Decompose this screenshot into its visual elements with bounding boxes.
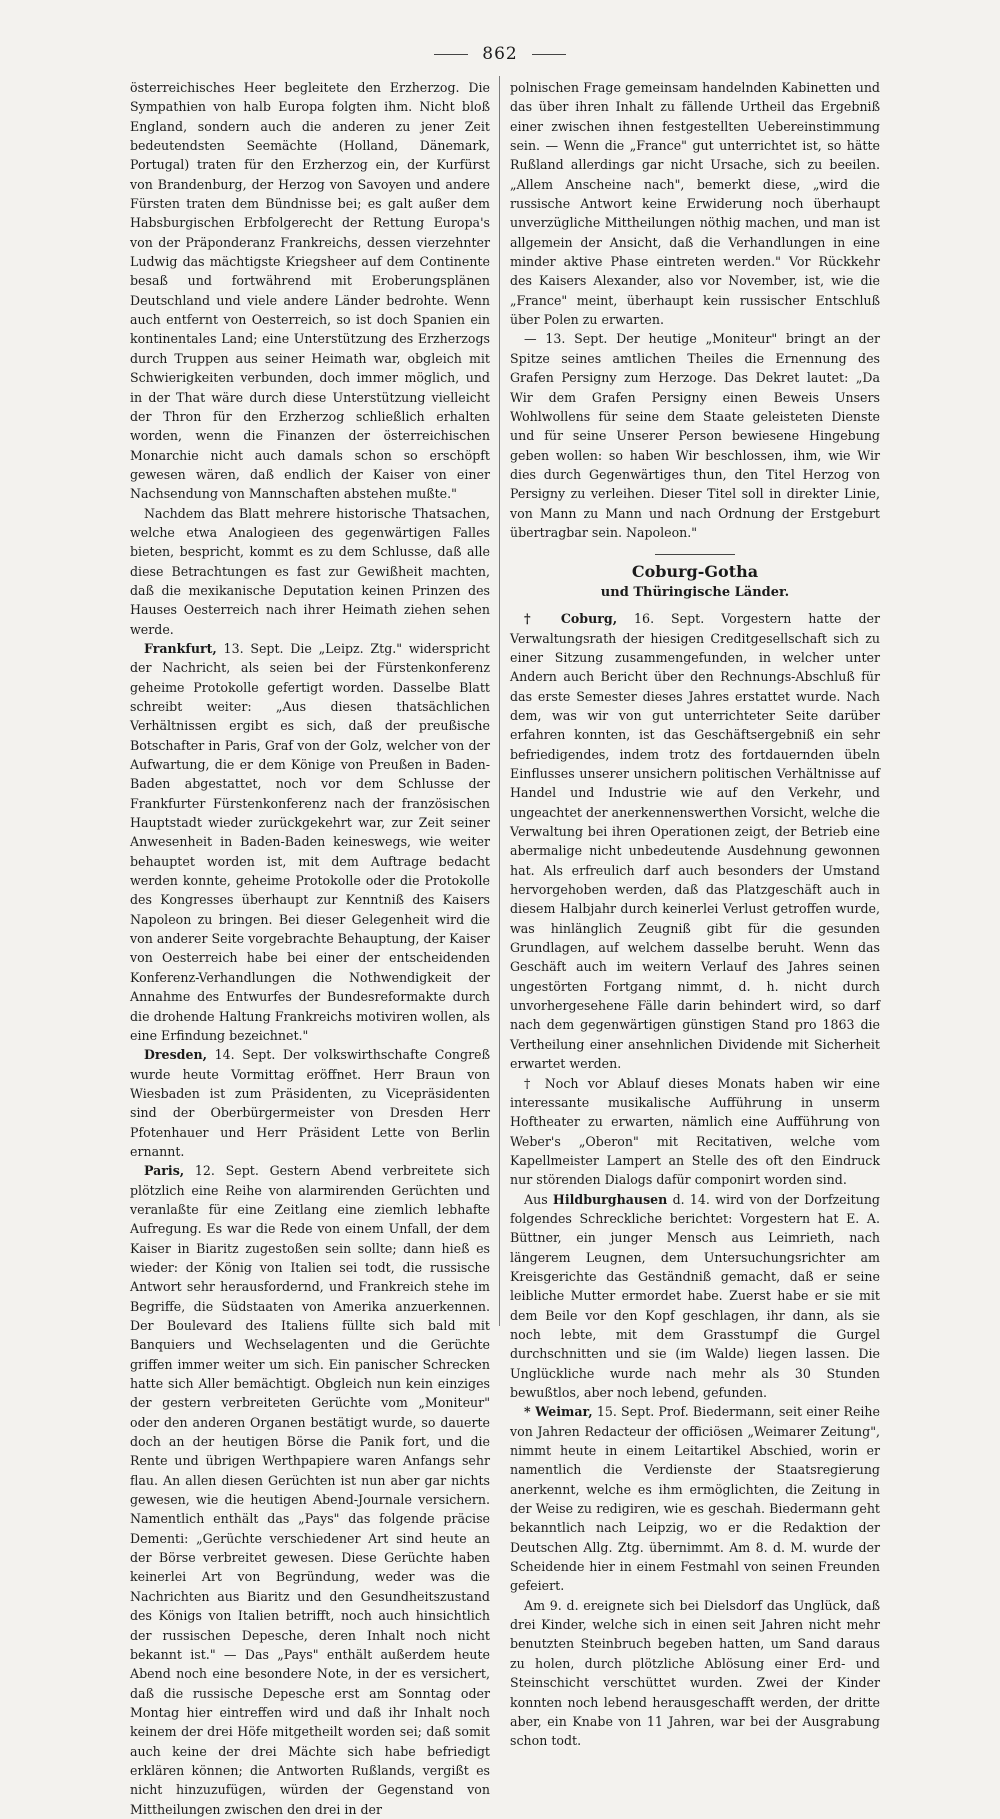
dateline-place: Dresden, xyxy=(144,1047,208,1063)
news-item-dresden xyxy=(130,1045,490,1161)
news-item-weimar xyxy=(510,1402,880,1595)
page-number: 862 xyxy=(482,44,518,64)
dateline-place: Paris, xyxy=(144,1163,185,1179)
lead-text: Aus xyxy=(524,1191,553,1207)
news-text: 15. Sept. Prof. Biedermann, seit einer Reihe von Jahren Redacteur der officiösen „Weimarer Zeitung", nimmt heute in einem Leitartikel Abschied, worin er namentlich die Verdienste der Staatsregierung anerkennt, welche es ihm ermöglichten, die Zeitung in der Weise zu redigiren, wie es geschah. Biedermann geht bekanntlich nach Leipzig, wo er die Redaktion der Deutschen Allg. Ztg. übernimmt. Am 8. d. M. wurde der Scheidende hier in einem Festmahl von seinen Freunden gefeiert. xyxy=(510,1404,880,1594)
right-column xyxy=(510,78,880,1751)
paragraph: — 13. Sept. Der heutige „Moniteur" bringt an der Spitze seines amtlichen Theiles die Ernennung des Grafen Persigny zum Herzoge. Das Dekret lautet: „Da Wir dem Grafen Persigny einen Beweis Unsers Wohlwollens für seine dem Staate geleisteten Dienste und für seine Unserer Person bewiesene Hingebung geben wollen: so haben Wir beschlossen, ihm, wie Wir dies durch Gegenwärtiges thun, den Titel Herzog von Persigny zu verleihen. Dieser Titel soll in direkter Linie, von Mann zu Mann und nach Ordnung der Erstgeburt übertragbar sein. Napoleon." xyxy=(510,331,880,540)
dateline-place: Frankfurt, xyxy=(144,640,217,656)
paragraph: Nachdem das Blatt mehrere historische Thatsachen, welche etwa Analogieen des gegenwärtigen Falles bieten, bespricht, kommt es zu dem Schlusse, daß alle diese Betrachtungen es fast zur Gewißheit machten, daß die mexikanische Deputation keinen Prinzen des Hauses Oesterreich nach ihrer Heimath ziehen sehen werde. xyxy=(130,505,490,637)
dateline-place: † Coburg, xyxy=(524,611,618,627)
news-item-coburg xyxy=(510,609,880,1073)
paragraph: Am 9. d. ereignete sich bei Dielsdorf das Unglück, daß drei Kinder, welche sich in einen seit Jahren nicht mehr benutzten Steinbruch begeben hatten, um Sand daraus zu holen, durch plötzliche Ablösung einer Erd- und Steinschicht verschüttet wurden. Zwei der Kinder konnten noch lebend herausgeschafft werden, der dritte aber, ein Knabe von 11 Jahren, war bei der Ausgrabung schon todt. xyxy=(510,1597,880,1749)
dateline-place: Hildburghausen xyxy=(552,1191,668,1207)
news-text: 13. Sept. Die „Leipz. Ztg." widerspricht der Nachricht, als seien bei der Fürstenkonferenz geheime Protokolle gefertigt worden. Dasselbe Blatt schreibt weiter: „Aus diesen thatsächlichen Verhältnissen ergibt es sich, daß der preußische Botschafter in Paris, Graf von der Golz, welcher von der Aufwartung, die er dem Könige von Preußen in Baden-Baden abgestattet, noch vor dem Schlusse der Frankfurter Fürstenkonferenz nach der französischen Hauptstadt wieder zurückgekehrt war, zur Zeit seiner Anwesenheit in Baden-Baden keineswegs, wie weiter behauptet worden ist, mit dem Auftrage bedacht werden konnte, geheime Protokolle oder die Protokolle des Kongresses überhaupt zur Kenntniß des Kaisers Napoleon zu bringen. Bei dieser Gelegenheit wird die von anderer Seite vorgebrachte Behauptung, der Kaiser von Oesterreich habe bei einer der entscheidenden Konferenz-Verhandlungen die Nothwendigkeit der Annahme des Entwurfes der Bundesreformakte durch die drohende Haltung Frankreichs motiviren wollen, als eine Erfindung bezeichnet." xyxy=(130,640,490,1043)
paragraph: † Noch vor Ablauf dieses Monats haben wir eine interessante musikalische Aufführung in unserm Hoftheater zu erwarten, nämlich eine Aufführung von Weber's „Oberon" mit Recitativen, welche vom Kapellmeister Lampert an Stelle des oft den Eindruck nur störenden Dialogs dafür componirt worden sind. xyxy=(510,1075,880,1188)
header-dash-right xyxy=(532,54,566,55)
news-text: 14. Sept. Der volkswirthschafte Congreß wurde heute Vormittag eröffnet. Herr Braun von Wiesbaden ist zum Präsidenten, zu Vicepräsidenten sind der Oberbürgermeister von Dresden Herr Pfotenhauer und Herr Präsident Lette von Berlin ernannt. xyxy=(130,1047,490,1159)
section-subtitle: und Thüringische Länder. xyxy=(600,585,790,601)
section-rule xyxy=(655,554,735,555)
page-header xyxy=(0,44,1000,64)
news-item-frankfurt xyxy=(130,639,490,1045)
paragraph: polnischen Frage gemeinsam handelnden Kabinetten und das über ihren Inhalt zu fällende Urtheil das Ergebniß einer zwischen ihnen festgestellten Uebereinstimmung sein. — Wenn die „France" gut unterrichtet ist, so hätte Rußland allerdings gar nicht Ursache, sich zu beeilen. „Allem Anscheine nach", bemerkt diese, „wird die russische Antwort keine Erwiderung noch überhaupt unverzügliche Mittheilungen nöthig machen, und man ist allgemein der Ansicht, daß die Verhandlungen in eine minder aktive Phase eintreten werden." Vor Rückkehr des Kaisers Alexander, also vor November, ist, wie die „France" meint, überhaupt kein russischer Entschluß über Polen zu erwarten. xyxy=(510,80,880,328)
column-divider xyxy=(499,76,500,1326)
news-text: 16. Sept. Vorgestern hatte der Verwaltungsrath der hiesigen Creditgesellschaft sich zu einer Sitzung zusammengefunden, in welcher unter Andern auch Bericht über den Rechnungs-Abschluß für das erste Semester dieses Jahres erstattet wurde. Nach dem, was wir von gut unterrichteter Seite darüber erfahren konnten, ist das Geschäftsergebniß ein sehr befriedigendes, indem trotz des fortdauernden übeln Einflusses unserer unsichern politischen Verhältnisse auf Handel und Industrie wie auf den Verkehr, und ungeachtet der anerkennenswerthen Vorsicht, welche die Verwaltung bei ihren Operationen zeigt, der Betrieb eine abermalige nicht unbedeutende Ausdehnung gewonnen hat. Als erfreulich darf auch besonders der Umstand hervorgehoben werden, daß das Platzgeschäft auch in diesem Halbjahr durch keinerlei Verlust getroffen wurde, was hinlänglich Zeugniß gibt für die gesunden Grundlagen, auf welchem dasselbe beruht. Wenn das Geschäft auch im weitern Verlauf des Jahres seinen ungestörten Fortgang nimmt, d. h. nicht durch unvorhergesehene Fälle darin behindert wird, so darf nach dem gegenwärtigen günstigen Stand pro 1863 die Vertheilung einer ansehnlichen Dividende mit Sicherheit erwartet werden. xyxy=(510,611,880,1072)
news-text: d. 14. wird von der Dorfzeitung folgendes Schreckliche berichtet: Vorgestern hat E. A. Büttner, ein junger Mensch aus Leimrieth, nach längerem Leugnen, dem Untersuchungsrichter am Kreisgerichte das Geständniß gemacht, daß er seine leibliche Mutter ermordet habe. Zuerst habe er sie mit dem Beile vor den Kopf geschlagen, ihr dann, als sie noch lebte, mit dem Grasstumpf die Gurgel durchschnitten und sie (im Walde) liegen lassen. Die Unglückliche wurde nach mehr als 30 Stunden bewußtlos, aber noch lebend, gefunden. xyxy=(510,1191,880,1400)
news-item-paris xyxy=(130,1161,490,1819)
news-text: 12. Sept. Gestern Abend verbreitete sich plötzlich eine Reihe von alarmirenden Gerüchten und veranlaßte für eine Zeitlang eine ziemlich lebhafte Aufregung. Es war die Rede von einem Unfall, der dem Kaiser in Biaritz zugestoßen sein sollte; dann hieß es wieder: der König von Italien sei todt, die russische Antwort sehr herausfordernd, und Frankreich stehe im Begriffe, die Südstaaten von Amerika anzuerkennen. Der Boulevard des Italiens füllte sich bald mit Banquiers und Wechselagenten und die Gerüchte griffen immer weiter um sich. Ein panischer Schrecken hatte sich Aller bemächtigt. Obgleich nun kein einziges der gestern verbreiteten Gerüchte vom „Moniteur" oder den anderen Organen bestätigt wurde, so dauerte doch an der heutigen Börse die Panik fort, und die Rente und übrigen Werthpapiere waren Anfangs sehr flau. An allen diesen Gerüchten ist nun aber gar nichts gewesen, wie die heutigen Abend-Journale versichern. Namentlich enthält das „Pays" das folgende präcise Dementi: „Gerüchte verschiedener Art sind heute an der Börse verbreitet gewesen. Diese Gerüchte haben keinerlei Art von Begründung, weder was die Nachrichten aus Biaritz und den Gesundheitszustand des Königs von Italien betrifft, noch auch hinsichtlich der russischen Depesche, deren Inhalt noch nicht bekannt ist." — Das „Pays" enthält außerdem heute Abend noch eine besondere Note, in der es versichert, daß die russische Depesche erst am Sonntag oder Montag hier eintreffen wird und daß ihr Inhalt noch keinem der drei Höfe mitgetheilt worden sei; daß somit auch keine der drei Mächte sich habe befriedigt erklären können; die Antworten Rußlands, vergißt es nicht hinzuzufügen, würden der Gegenstand von Mittheilungen zwischen den drei in der xyxy=(130,1163,490,1817)
header-dash-left xyxy=(434,54,468,55)
left-column xyxy=(130,78,490,1819)
section-title: Coburg-Gotha xyxy=(631,562,759,582)
news-item-hildburghausen xyxy=(510,1190,880,1403)
paragraph: österreichisches Heer begleitete den Erzherzog. Die Sympathien von halb Europa folgten ihm. Nicht bloß England, sondern auch die anderen zu jener Zeit bedeutendsten Seemächte (Holland, Dänemark, Portugal) traten für den Erzherzog ein, der Kurfürst von Brandenburg, der Herzog von Savoyen und andere Fürsten traten dem Bündnisse bei; es galt außer dem Habsburgischen Erbfolgerecht der Rettung Europa's von der Präponderanz Frankreichs, dessen vierzehnter Ludwig das mächtigste Kriegsheer auf dem Continente besaß und fortwährend mit Eroberungsplänen Deutschland und viele andere Länder bedrohte. Wenn auch entfernt von Oesterreich, so ist doch Spanien ein kontinentales Land; eine Unterstützung des Erzherzogs durch Truppen aus seiner Heimath war, obgleich mit Schwierigkeiten verbunden, doch immer möglich, und in der That wäre durch diese Unterstützung vielleicht der Thron für den Erzherzog schließlich erhalten worden, wenn die Finanzen der österreichischen Monarchie nicht auch damals schon so erschöpft gewesen wären, daß endlich der Kaiser von einer Nachsendung von Mannschaften abstehen mußte." xyxy=(130,80,490,502)
dateline-place: * Weimar, xyxy=(524,1404,593,1420)
